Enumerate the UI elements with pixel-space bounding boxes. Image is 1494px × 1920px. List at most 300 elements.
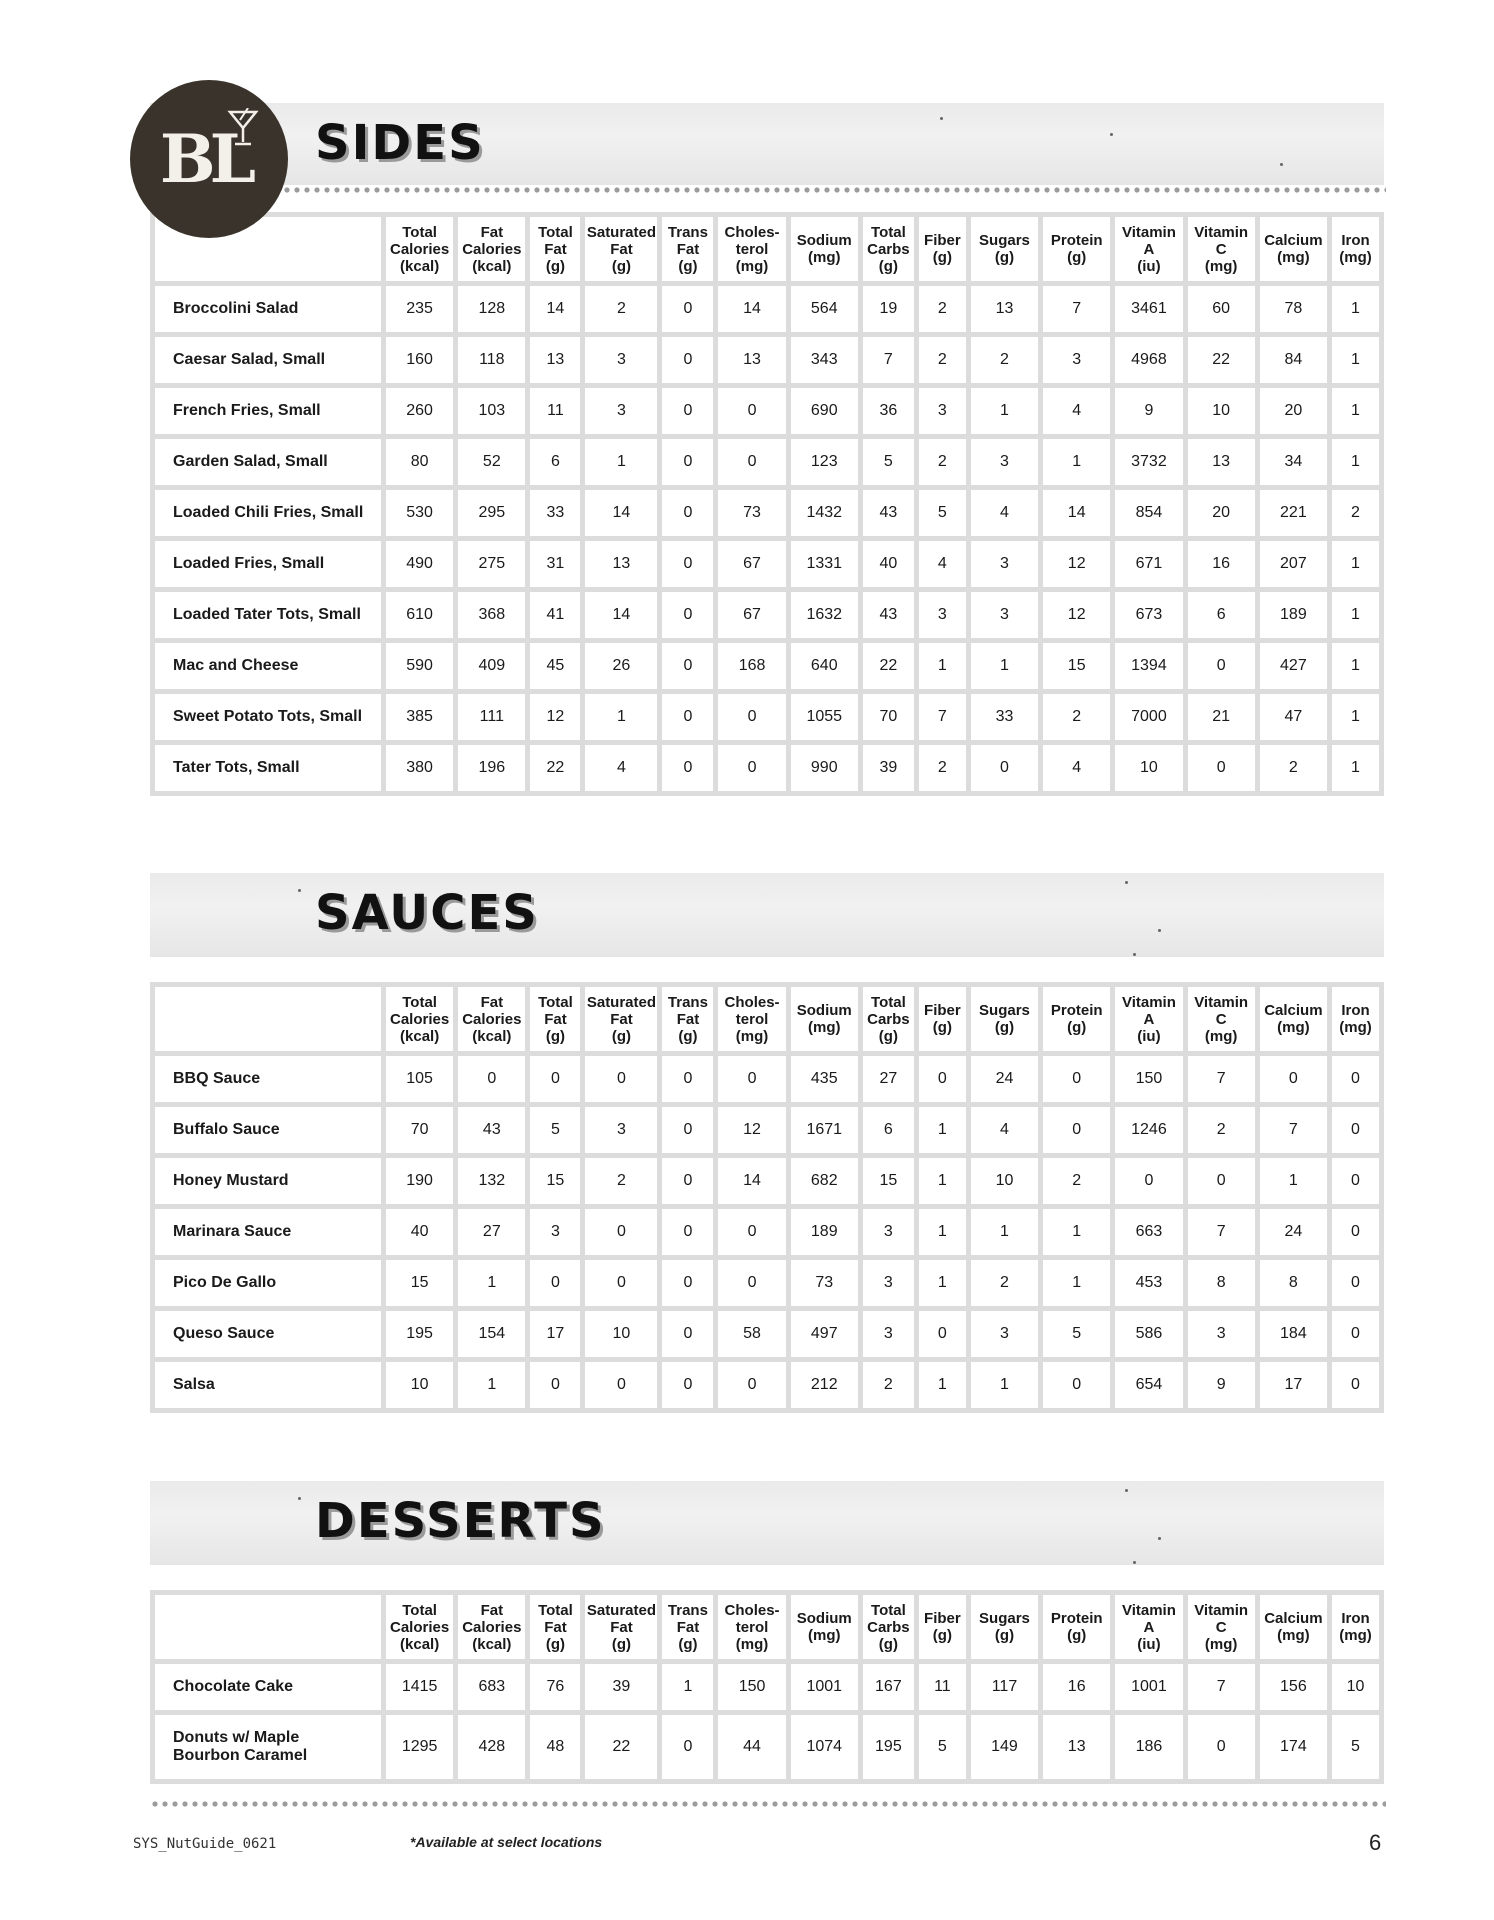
nutrient-value: 14: [1043, 490, 1110, 536]
nutrient-value: 409: [458, 643, 525, 689]
nutrient-value: 10: [1188, 388, 1255, 434]
item-name: BBQ Sauce: [155, 1056, 381, 1102]
table-row: [155, 1107, 1379, 1153]
col-header: Vitamin C (mg): [1188, 217, 1255, 281]
nutrient-value: 34: [1260, 439, 1327, 485]
table-row: [155, 337, 1379, 383]
item-name: Caesar Salad, Small: [155, 337, 381, 383]
nutrient-value: 3: [1043, 337, 1110, 383]
nutrient-value: 654: [1115, 1362, 1182, 1408]
nutrient-value: 490: [386, 541, 453, 587]
nutrient-value: 43: [863, 490, 914, 536]
nutrient-value: 67: [718, 541, 785, 587]
nutrient-value: 10: [971, 1158, 1038, 1204]
nutrient-value: 530: [386, 490, 453, 536]
nutrient-value: 2: [971, 1260, 1038, 1306]
nutrient-value: 3: [919, 388, 966, 434]
nutrient-value: 1: [919, 1107, 966, 1153]
item-name: Donuts w/ Maple Bourbon Caramel: [155, 1715, 381, 1779]
sides-banner: [150, 103, 1384, 185]
nutrient-value: 5: [530, 1107, 580, 1153]
section-title-sides: SIDES: [315, 115, 485, 171]
nutrient-value: 186: [1115, 1715, 1182, 1779]
nutrient-value: 12: [1043, 541, 1110, 587]
nutrient-value: 260: [386, 388, 453, 434]
nutrient-value: 2: [1043, 694, 1110, 740]
nutrient-value: 21: [1188, 694, 1255, 740]
item-name: Marinara Sauce: [155, 1209, 381, 1255]
nutrient-value: 1001: [1115, 1664, 1182, 1710]
nutrient-value: 36: [863, 388, 914, 434]
nutrient-value: 103: [458, 388, 525, 434]
col-header: Fat Calories (kcal): [458, 987, 525, 1051]
col-header: Calcium (mg): [1260, 1595, 1327, 1659]
col-header: Sugars (g): [971, 217, 1038, 281]
nutrient-value: 3: [971, 592, 1038, 638]
logo-text: BL: [159, 120, 251, 198]
nutrient-value: 167: [863, 1664, 914, 1710]
col-header: Fiber (g): [919, 987, 966, 1051]
document-code: SYS_NutGuide_0621: [133, 1836, 277, 1852]
item-name: French Fries, Small: [155, 388, 381, 434]
table-row: [155, 1362, 1379, 1408]
nutrient-value: 168: [718, 643, 785, 689]
nutrient-value: 1: [919, 1260, 966, 1306]
nutrient-value: 0: [1188, 643, 1255, 689]
nutrient-value: 0: [1188, 1715, 1255, 1779]
nutrient-value: 1295: [386, 1715, 453, 1779]
nutrient-value: 73: [718, 490, 785, 536]
nutrient-value: 67: [718, 592, 785, 638]
nutrient-value: 52: [458, 439, 525, 485]
item-name: Tater Tots, Small: [155, 745, 381, 791]
col-header: Vitamin C (mg): [1188, 987, 1255, 1051]
nutrient-value: 2: [919, 745, 966, 791]
nutrient-value: 11: [530, 388, 580, 434]
nutrient-value: 2: [1043, 1158, 1110, 1204]
nutrient-value: 15: [863, 1158, 914, 1204]
nutrient-value: 0: [1188, 745, 1255, 791]
nutrient-value: 1: [1332, 388, 1379, 434]
nutrient-value: 24: [1260, 1209, 1327, 1255]
nutrient-value: 0: [530, 1362, 580, 1408]
nutrient-value: 4: [1043, 388, 1110, 434]
nutrient-value: 690: [791, 388, 858, 434]
nutrient-value: 70: [386, 1107, 453, 1153]
nutrient-value: 7000: [1115, 694, 1182, 740]
nutrient-value: 1: [1332, 337, 1379, 383]
item-name: Chocolate Cake: [155, 1664, 381, 1710]
col-header: Saturated Fat (g): [585, 217, 657, 281]
nutrient-value: 7: [863, 337, 914, 383]
nutrient-value: 14: [585, 490, 657, 536]
nutrient-value: 0: [662, 439, 713, 485]
item-name: Loaded Chili Fries, Small: [155, 490, 381, 536]
nutrient-value: 497: [791, 1311, 858, 1357]
nutrient-value: 663: [1115, 1209, 1182, 1255]
nutrient-value: 2: [1188, 1107, 1255, 1153]
sauces-banner: [150, 873, 1384, 957]
nutrient-value: 20: [1188, 490, 1255, 536]
col-header: Calcium (mg): [1260, 217, 1327, 281]
nutrient-value: 8: [1260, 1260, 1327, 1306]
nutrient-value: 190: [386, 1158, 453, 1204]
nutrient-value: 682: [791, 1158, 858, 1204]
nutrient-value: 0: [718, 1260, 785, 1306]
nutrient-value: 1: [1260, 1158, 1327, 1204]
nutrient-value: 2: [971, 337, 1038, 383]
nutrient-value: 1: [458, 1260, 525, 1306]
col-header: Fat Calories (kcal): [458, 1595, 525, 1659]
nutrient-value: 3: [863, 1209, 914, 1255]
nutrient-value: 43: [458, 1107, 525, 1153]
nutrient-value: 212: [791, 1362, 858, 1408]
nutrient-value: 12: [718, 1107, 785, 1153]
table-row: [155, 1209, 1379, 1255]
nutrient-value: 3461: [1115, 286, 1182, 332]
nutrient-value: 22: [1188, 337, 1255, 383]
nutrient-value: 40: [386, 1209, 453, 1255]
nutrient-value: 7: [1188, 1056, 1255, 1102]
nutrient-value: 6: [530, 439, 580, 485]
nutrient-value: 149: [971, 1715, 1038, 1779]
nutrient-value: 47: [1260, 694, 1327, 740]
nutrient-value: 1432: [791, 490, 858, 536]
nutrient-value: 0: [662, 490, 713, 536]
col-header: Total Calories (kcal): [386, 217, 453, 281]
item-name: Salsa: [155, 1362, 381, 1408]
nutrient-value: 0: [1043, 1056, 1110, 1102]
table-row: [155, 1260, 1379, 1306]
nutrient-value: 1: [1332, 439, 1379, 485]
nutrient-value: 0: [585, 1056, 657, 1102]
nutrient-value: 1001: [791, 1664, 858, 1710]
nutrient-value: 1: [1332, 643, 1379, 689]
nutrient-value: 48: [530, 1715, 580, 1779]
nutrient-value: 0: [1115, 1158, 1182, 1204]
nutrient-value: 1074: [791, 1715, 858, 1779]
nutrient-value: 2: [919, 286, 966, 332]
nutrient-value: 235: [386, 286, 453, 332]
sides-table: [150, 212, 1384, 796]
nutrient-value: 1: [1332, 592, 1379, 638]
item-name: Queso Sauce: [155, 1311, 381, 1357]
col-header: Calcium (mg): [1260, 987, 1327, 1051]
nutrient-value: 0: [1332, 1260, 1379, 1306]
table-row: [155, 388, 1379, 434]
nutrient-value: 2: [585, 1158, 657, 1204]
nutrient-value: 0: [718, 1362, 785, 1408]
col-header: Saturated Fat (g): [585, 1595, 657, 1659]
nutrient-value: 160: [386, 337, 453, 383]
nutrient-value: 221: [1260, 490, 1327, 536]
col-header: Sugars (g): [971, 987, 1038, 1051]
nutrient-value: 0: [662, 592, 713, 638]
nutrient-value: 0: [718, 388, 785, 434]
nutrient-value: 150: [718, 1664, 785, 1710]
desserts-table: [150, 1590, 1384, 1784]
nutrient-value: 4: [971, 490, 1038, 536]
nutrient-value: 27: [458, 1209, 525, 1255]
nutrient-value: 14: [530, 286, 580, 332]
item-name: Honey Mustard: [155, 1158, 381, 1204]
nutrient-value: 0: [662, 1209, 713, 1255]
nutrient-value: 33: [530, 490, 580, 536]
nutrient-value: 31: [530, 541, 580, 587]
nutrient-value: 0: [585, 1209, 657, 1255]
nutrient-value: 7: [1188, 1209, 1255, 1255]
nutrient-value: 39: [863, 745, 914, 791]
col-header: Fiber (g): [919, 217, 966, 281]
table-row: [155, 286, 1379, 332]
desserts-rows: [155, 1664, 1379, 1779]
nutrient-value: 1632: [791, 592, 858, 638]
nutrient-value: 3: [971, 541, 1038, 587]
nutrient-value: 0: [1332, 1362, 1379, 1408]
nutrient-value: 8: [1188, 1260, 1255, 1306]
nutrient-value: 17: [530, 1311, 580, 1357]
nutrient-value: 0: [458, 1056, 525, 1102]
nutrient-value: 12: [530, 694, 580, 740]
nutrient-value: 15: [530, 1158, 580, 1204]
nutrient-value: 427: [1260, 643, 1327, 689]
nutrient-value: 0: [1332, 1107, 1379, 1153]
col-header: Trans Fat (g): [662, 1595, 713, 1659]
header-row: [155, 1595, 1379, 1659]
nutrient-value: 0: [1332, 1209, 1379, 1255]
col-header: Iron (mg): [1332, 217, 1379, 281]
nutrient-value: 33: [971, 694, 1038, 740]
table-row: [155, 1715, 1379, 1779]
table-row: [155, 694, 1379, 740]
nutrient-value: 610: [386, 592, 453, 638]
nutrient-value: 3: [1188, 1311, 1255, 1357]
col-header: Sugars (g): [971, 1595, 1038, 1659]
nutrient-value: 9: [1115, 388, 1182, 434]
nutrient-value: 15: [1043, 643, 1110, 689]
col-header: Fiber (g): [919, 1595, 966, 1659]
nutrient-value: 0: [919, 1311, 966, 1357]
nutrient-value: 1: [1332, 541, 1379, 587]
nutrient-value: 123: [791, 439, 858, 485]
nutrient-value: 10: [585, 1311, 657, 1357]
nutrient-value: 0: [662, 1715, 713, 1779]
nutrient-value: 43: [863, 592, 914, 638]
nutrient-value: 3: [863, 1311, 914, 1357]
col-header: Choles- terol (mg): [718, 987, 785, 1051]
nutrient-value: 0: [662, 1311, 713, 1357]
nutrient-value: 0: [718, 1209, 785, 1255]
nutrient-value: 14: [718, 1158, 785, 1204]
nutrient-value: 1: [1043, 1260, 1110, 1306]
nutrient-value: 207: [1260, 541, 1327, 587]
nutrient-value: 368: [458, 592, 525, 638]
nutrient-value: 0: [662, 694, 713, 740]
nutrient-value: 7: [919, 694, 966, 740]
nutrient-value: 0: [662, 541, 713, 587]
col-header: Iron (mg): [1332, 987, 1379, 1051]
nutrient-value: 27: [863, 1056, 914, 1102]
nutrient-value: 0: [1332, 1158, 1379, 1204]
nutrient-value: 154: [458, 1311, 525, 1357]
col-header: Saturated Fat (g): [585, 987, 657, 1051]
nutrient-value: 7: [1188, 1664, 1255, 1710]
col-header: Total Fat (g): [530, 1595, 580, 1659]
nutrient-value: 4: [1043, 745, 1110, 791]
item-name: Mac and Cheese: [155, 643, 381, 689]
nutrient-value: 0: [718, 439, 785, 485]
nutrient-value: 0: [662, 745, 713, 791]
nutrient-value: 9: [1188, 1362, 1255, 1408]
nutrient-value: 0: [585, 1260, 657, 1306]
nutrient-value: 150: [1115, 1056, 1182, 1102]
nutrient-value: 10: [386, 1362, 453, 1408]
nutrient-value: 0: [662, 388, 713, 434]
nutrient-value: 683: [458, 1664, 525, 1710]
nutrient-value: 380: [386, 745, 453, 791]
nutrient-value: 428: [458, 1715, 525, 1779]
nutrient-value: 2: [1260, 745, 1327, 791]
nutrient-value: 196: [458, 745, 525, 791]
item-name: Garden Salad, Small: [155, 439, 381, 485]
nutrient-value: 16: [1188, 541, 1255, 587]
table-row: [155, 643, 1379, 689]
nutrient-value: 5: [919, 1715, 966, 1779]
nutrient-value: 78: [1260, 286, 1327, 332]
nutrient-value: 1394: [1115, 643, 1182, 689]
nutrient-value: 45: [530, 643, 580, 689]
nutrient-value: 13: [1043, 1715, 1110, 1779]
nutrient-value: 3: [971, 439, 1038, 485]
col-header: Vitamin A (iu): [1115, 217, 1182, 281]
col-header: Vitamin A (iu): [1115, 1595, 1182, 1659]
nutrient-value: 7: [1260, 1107, 1327, 1153]
section-title-sauces: SAUCES: [315, 885, 539, 941]
nutrient-value: 14: [585, 592, 657, 638]
nutrient-value: 40: [863, 541, 914, 587]
nutrient-value: 14: [718, 286, 785, 332]
nutrient-value: 1: [971, 1209, 1038, 1255]
nutrient-value: 671: [1115, 541, 1182, 587]
nutrient-value: 0: [585, 1362, 657, 1408]
nutrient-value: 13: [585, 541, 657, 587]
nutrient-value: 1055: [791, 694, 858, 740]
nutrient-value: 111: [458, 694, 525, 740]
col-header: Protein (g): [1043, 1595, 1110, 1659]
nutrient-value: 1: [919, 1158, 966, 1204]
nutrient-value: 19: [863, 286, 914, 332]
nutrient-value: 0: [1332, 1311, 1379, 1357]
nutrient-value: 195: [386, 1311, 453, 1357]
nutrient-value: 2: [919, 337, 966, 383]
col-header: Trans Fat (g): [662, 217, 713, 281]
nutrient-value: 1671: [791, 1107, 858, 1153]
nutrient-value: 16: [1043, 1664, 1110, 1710]
nutrient-value: 7: [1043, 286, 1110, 332]
nutrient-value: 2: [585, 286, 657, 332]
nutrient-value: 1: [971, 643, 1038, 689]
col-header: Sodium (mg): [791, 217, 858, 281]
nutrient-value: 1246: [1115, 1107, 1182, 1153]
table-row: [155, 1056, 1379, 1102]
nutrient-value: 118: [458, 337, 525, 383]
nutrient-value: 1: [585, 694, 657, 740]
nutrient-value: 70: [863, 694, 914, 740]
header-row: [155, 987, 1379, 1051]
nutrient-value: 5: [919, 490, 966, 536]
col-header: Sodium (mg): [791, 1595, 858, 1659]
nutrient-value: 0: [662, 1260, 713, 1306]
item-name: Buffalo Sauce: [155, 1107, 381, 1153]
nutrient-value: 435: [791, 1056, 858, 1102]
nutrient-value: 3: [971, 1311, 1038, 1357]
nutrient-value: 0: [530, 1260, 580, 1306]
nutrient-value: 6: [1188, 592, 1255, 638]
nutrient-value: 22: [530, 745, 580, 791]
nutrient-value: 10: [1115, 745, 1182, 791]
nutrient-value: 0: [1260, 1056, 1327, 1102]
table-row: [155, 541, 1379, 587]
sides-rows: [155, 286, 1379, 791]
nutrient-value: 24: [971, 1056, 1038, 1102]
nutrient-value: 5: [1332, 1715, 1379, 1779]
nutrient-value: 1: [971, 388, 1038, 434]
header-blank: [155, 1595, 381, 1659]
nutrient-value: 184: [1260, 1311, 1327, 1357]
col-header: Total Carbs (g): [863, 1595, 914, 1659]
nutrient-value: 80: [386, 439, 453, 485]
nutrient-value: 3732: [1115, 439, 1182, 485]
nutrient-value: 295: [458, 490, 525, 536]
table-row: [155, 439, 1379, 485]
nutrient-value: 13: [1188, 439, 1255, 485]
nutrient-value: 275: [458, 541, 525, 587]
sauces-table: [150, 982, 1384, 1413]
nutrient-value: 385: [386, 694, 453, 740]
col-header: Total Fat (g): [530, 217, 580, 281]
nutrient-value: 11: [919, 1664, 966, 1710]
col-header: Choles- terol (mg): [718, 217, 785, 281]
nutrient-value: 0: [919, 1056, 966, 1102]
nutrient-value: 4: [585, 745, 657, 791]
nutrient-value: 1: [919, 643, 966, 689]
col-header: Total Fat (g): [530, 987, 580, 1051]
nutrient-value: 854: [1115, 490, 1182, 536]
nutrient-value: 2: [1332, 490, 1379, 536]
nutrient-value: 0: [718, 694, 785, 740]
nutrient-value: 3: [919, 592, 966, 638]
item-name: Loaded Fries, Small: [155, 541, 381, 587]
nutrient-value: 0: [662, 286, 713, 332]
nutrient-value: 13: [971, 286, 1038, 332]
nutrient-value: 0: [662, 643, 713, 689]
nutrient-value: 0: [662, 1107, 713, 1153]
col-header: Sodium (mg): [791, 987, 858, 1051]
nutrient-value: 1415: [386, 1664, 453, 1710]
nutrient-value: 1: [1332, 694, 1379, 740]
nutrient-value: 17: [1260, 1362, 1327, 1408]
nutrient-value: 174: [1260, 1715, 1327, 1779]
nutrient-value: 0: [718, 1056, 785, 1102]
nutrient-value: 564: [791, 286, 858, 332]
nutrient-value: 76: [530, 1664, 580, 1710]
sauces-rows: [155, 1056, 1379, 1408]
nutrient-value: 1: [585, 439, 657, 485]
nutrient-value: 22: [863, 643, 914, 689]
footer-dotted-divider: [150, 1801, 1386, 1807]
table-row: [155, 745, 1379, 791]
nutrient-value: 0: [1043, 1362, 1110, 1408]
